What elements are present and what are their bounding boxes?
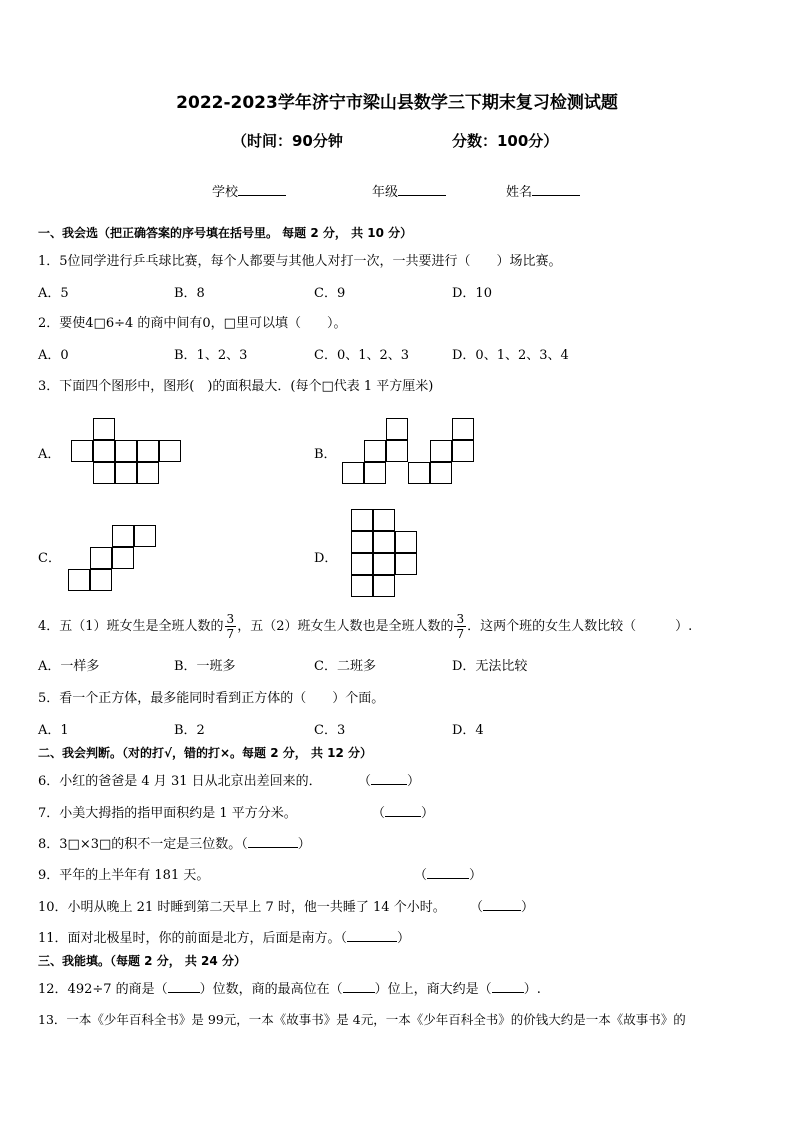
q3-label-d[interactable]: D． [314, 551, 338, 566]
figure-b-cell [342, 462, 364, 484]
figure-c-cell [112, 547, 134, 569]
figure-d-cell [395, 553, 417, 575]
q4-frac2-den: 7 [456, 627, 465, 641]
q9-blank[interactable] [427, 866, 469, 879]
q1-option-c[interactable]: C．9 [314, 286, 346, 301]
q10-answer[interactable] [470, 896, 534, 915]
figure-d-cell [373, 509, 395, 531]
figure-b-cell [364, 462, 386, 484]
q11-text: 11．面对北极星时，你的前面是北方，后面是南方。（ [38, 931, 348, 946]
q6-blank[interactable] [371, 772, 407, 785]
q3-label-a[interactable]: A． [38, 447, 61, 462]
figure-a-cell [115, 462, 137, 484]
q3-label-c[interactable]: C． [38, 551, 61, 566]
q8-text: 8．3□×3□的积不一定是三位数。（ [38, 837, 248, 852]
section1-heading: 一、我会选（把正确答案的序号填在括号里。 每题 2 分， 共 10 分） [38, 226, 413, 240]
figure-c-cell [90, 569, 112, 591]
figure-b-cell [430, 440, 452, 462]
page-title: 2022-2023学年济宁市梁山县数学三下期末复习检测试题 [176, 93, 618, 113]
figure-b-cell [452, 418, 474, 440]
q5-option-b[interactable]: B．2 [174, 723, 205, 738]
paren-close: ） [421, 806, 435, 821]
q4-part1: 4．五（1）班女生是全班人数的 [38, 619, 224, 634]
school-blank[interactable] [238, 183, 286, 196]
section3-heading: 三、我能填。（每题 2 分， 共 24 分） [38, 954, 246, 968]
q10-text: 10．小明从晚上 21 时睡到第二天早上 7 时，他一共睡了 14 个小时。 [38, 900, 446, 915]
figure-a-cell [93, 440, 115, 462]
q4-part2: ，五（2）班女生人数也是全班人数的 [237, 619, 454, 634]
figure-c-cell [90, 547, 112, 569]
q2-option-c[interactable]: C．0、1、2、3 [314, 348, 410, 363]
q4-frac2-num: 3 [456, 612, 465, 626]
q9-answer[interactable] [414, 864, 482, 883]
name-field [506, 181, 580, 200]
paren-close: ） [397, 931, 411, 946]
q9-text: 9．平年的上半年有 181 天。 [38, 868, 210, 883]
q11-blank[interactable] [347, 929, 397, 942]
q12-blank-3[interactable] [492, 980, 524, 993]
q12-line [38, 978, 541, 997]
q1-option-a[interactable]: A．5 [38, 286, 69, 301]
score-info: 分数：100分） [452, 132, 559, 150]
q4-frac1-den: 7 [226, 627, 235, 641]
q2-option-b[interactable]: B．1、2、3 [174, 348, 248, 363]
figure-a-cell [159, 440, 181, 462]
q5-text: 5．看一个正方体，最多能同时看到正方体的（ ）个面。 [38, 691, 385, 706]
q1-option-d[interactable]: D．10 [452, 286, 492, 301]
school-label: 学校 [212, 185, 239, 200]
q12-part-d: ）. [523, 982, 541, 997]
q3-text: 3．下面四个图形中，图形( )的面积最大．(每个□代表 1 平方厘米) [38, 379, 434, 394]
q4-part3: ．这两个班的女生人数比较（ ）. [467, 619, 693, 634]
q6-text: 6．小红的爸爸是 4 月 31 日从北京出差回来的． [38, 774, 322, 789]
q7-answer[interactable] [372, 802, 434, 821]
figure-d-cell [351, 575, 373, 597]
figure-b-cell [430, 462, 452, 484]
q1-option-b[interactable]: B．8 [174, 286, 205, 301]
q8-line [38, 833, 311, 852]
paren-close: ） [469, 868, 483, 883]
figure-b-cell [386, 440, 408, 462]
name-label: 姓名 [506, 185, 533, 200]
figure-c-cell [134, 525, 156, 547]
paren-close: ） [297, 837, 311, 852]
q5-option-a[interactable]: A．1 [38, 723, 69, 738]
figure-a-cell [115, 440, 137, 462]
figure-d-cell [351, 509, 373, 531]
grade-label: 年级 [372, 185, 399, 200]
q6-answer[interactable] [358, 770, 420, 789]
q8-blank[interactable] [248, 835, 298, 848]
paren-open: （ [372, 806, 386, 821]
q4-text [38, 612, 692, 641]
figure-b-cell [408, 462, 430, 484]
q12-part-b: ）位数，商的最高位在（ [199, 982, 343, 997]
q7-blank[interactable] [385, 804, 421, 817]
figure-d-cell [351, 553, 373, 575]
grade-field [372, 181, 446, 200]
school-field [212, 181, 286, 200]
q7-text: 7．小美大拇指的指甲面积约是 1 平方分米。 [38, 806, 297, 821]
paren-open: （ [358, 774, 372, 789]
q3-label-b[interactable]: B． [314, 447, 337, 462]
q12-blank-1[interactable] [168, 980, 200, 993]
figure-b-cell [386, 418, 408, 440]
q4-option-b[interactable]: B．一班多 [174, 659, 236, 674]
q11-line [38, 927, 410, 946]
q5-option-d[interactable]: D．4 [452, 723, 484, 738]
paren-open: （ [470, 900, 484, 915]
q12-part-c: ）位上，商大约是（ [374, 982, 492, 997]
q4-option-d[interactable]: D．无法比较 [452, 659, 528, 674]
figure-a-cell [93, 462, 115, 484]
figure-d-cell [351, 531, 373, 553]
paren-open: （ [414, 868, 428, 883]
q5-option-c[interactable]: C．3 [314, 723, 346, 738]
figure-c-cell [112, 525, 134, 547]
q4-option-c[interactable]: C．二班多 [314, 659, 376, 674]
figure-b-cell [364, 440, 386, 462]
q2-option-d[interactable]: D．0、1、2、3、4 [452, 348, 569, 363]
section2-heading: 二、我会判断。（对的打√，错的打×。每题 2 分， 共 12 分） [38, 746, 372, 760]
figure-a-cell [93, 418, 115, 440]
figure-d-cell [373, 575, 395, 597]
q2-text: 2．要使4□6÷4 的商中间有0，□里可以填（ ）。 [38, 316, 347, 331]
q12-part-a: 12．492÷7 的商是（ [38, 982, 168, 997]
grade-blank[interactable] [398, 183, 446, 196]
figure-c-cell [68, 569, 90, 591]
q12-blank-2[interactable] [343, 980, 375, 993]
paren-close: ） [521, 900, 535, 915]
figure-a-cell [137, 462, 159, 484]
q1-text: 1．5位同学进行乒乓球比赛，每个人都要与其他人对打一次，一共要进行（ ）场比赛。 [38, 254, 562, 269]
figure-b-cell [452, 440, 474, 462]
figure-d-cell [373, 531, 395, 553]
q4-fraction-1 [225, 612, 237, 641]
figure-d-cell [395, 531, 417, 553]
paren-close: ） [407, 774, 421, 789]
q4-fraction-2 [454, 612, 466, 641]
figure-a-cell [71, 440, 93, 462]
q10-blank[interactable] [483, 898, 521, 911]
q2-option-a[interactable]: A．0 [38, 348, 69, 363]
figure-d-cell [373, 553, 395, 575]
name-blank[interactable] [532, 183, 580, 196]
q4-option-a[interactable]: A．一样多 [38, 659, 100, 674]
figure-a-cell [137, 440, 159, 462]
q4-frac1-num: 3 [226, 612, 235, 626]
time-info: （时间：90分钟 [232, 132, 343, 150]
q13-text: 13．一本《少年百科全书》是 99元，一本《故事书》是 4元，一本《少年百科全书》的价钱大约是一本《故事书》的 [38, 1012, 686, 1027]
